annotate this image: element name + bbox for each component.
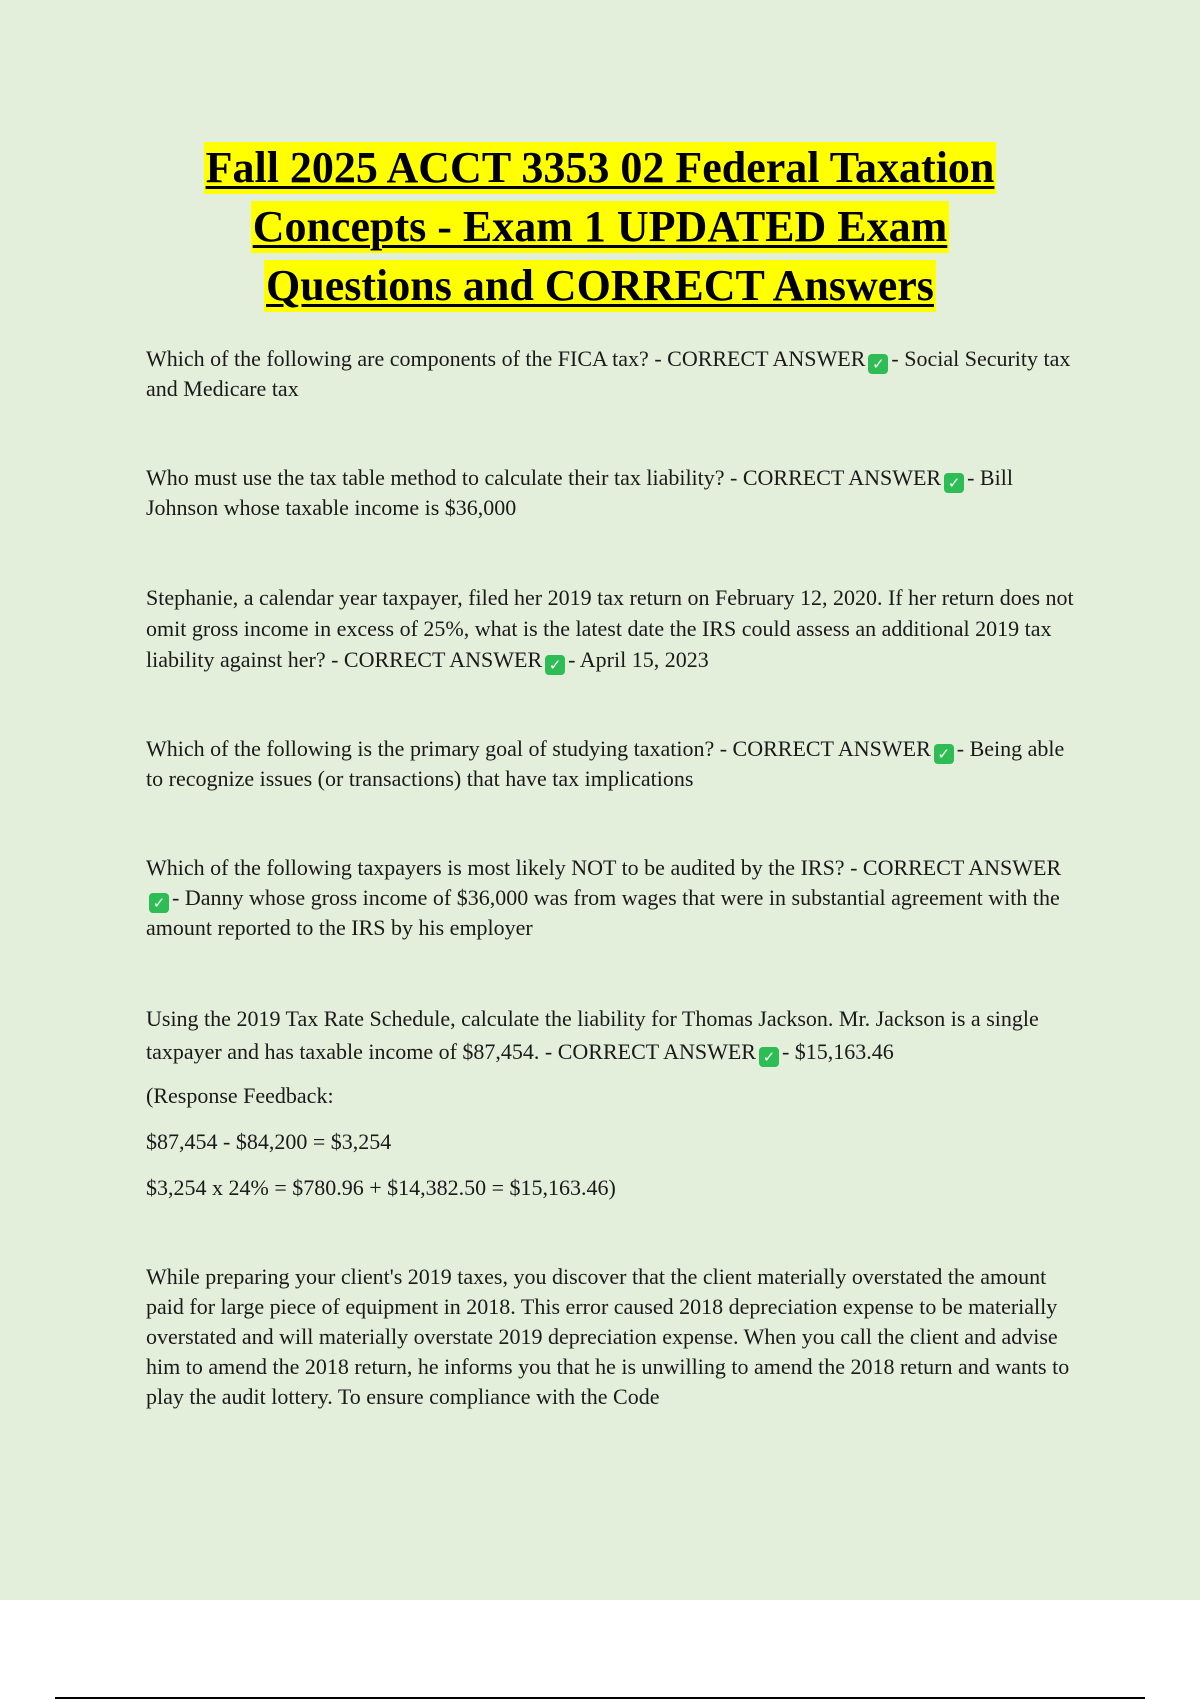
qa-item	[146, 853, 1084, 943]
answer-text: - Bill Johnson whose taxable income is $36,000	[146, 465, 1013, 520]
qa-item	[146, 582, 1084, 675]
page-divider	[55, 1697, 1145, 1699]
qa-item	[146, 1262, 1084, 1412]
question-text: Who must use the tax table method to calculate their tax liability? - CORRECT ANSWER	[146, 465, 942, 490]
answer-text: - $15,163.46	[781, 1039, 894, 1064]
feedback-line: (Response Feedback:	[146, 1083, 334, 1108]
title-line-1: Fall 2025 ACCT 3353 02 Federal Taxation	[205, 143, 995, 192]
qa-item	[146, 1002, 1084, 1203]
check-mark-icon: ✓	[545, 655, 565, 675]
check-mark-icon: ✓	[934, 744, 954, 764]
question-paragraph	[146, 1002, 1084, 1068]
check-mark-icon: ✓	[944, 473, 964, 493]
answer-text: - April 15, 2023	[568, 647, 709, 672]
document-title	[100, 142, 1100, 319]
answer-text: - Social Security tax and Medicare tax	[146, 346, 1071, 401]
question-text: While preparing your client's 2019 taxes, you discover that the client materially overstated the amount paid for large piece of equipment in 2018. This error caused 2018 depreciation expense to be materially overstated and will materially overstate 2019 depreciation expense. When you call the client and advise him to amend the 2018 return, he informs you that he is unwilling to amend the 2018 return and wants to play the audit lottery. To ensure compliance with the Code	[146, 1264, 1070, 1409]
check-mark-icon: ✓	[149, 893, 169, 913]
answer-text: - Danny whose gross income of $36,000 was from wages that were in substantial agreement with the amount reported to the IRS by his employer	[146, 885, 1060, 940]
check-mark-icon: ✓	[759, 1047, 779, 1067]
title-line-2: Concepts - Exam 1 UPDATED Exam	[252, 202, 948, 251]
answer-text: - Being able to recognize issues (or transactions) that have tax implications	[146, 736, 1065, 791]
feedback-line: $3,254 x 24% = $780.96 + $14,382.50 = $15,163.46)	[146, 1175, 616, 1200]
question-text: Stephanie, a calendar year taxpayer, filed her 2019 tax return on February 12, 2020. If her return does not omit gross income in excess of 25%, what is the latest date the IRS could assess an additional 2019 tax liability against her? - CORRECT ANSWER	[146, 585, 1074, 672]
question-text: Using the 2019 Tax Rate Schedule, calculate the liability for Thomas Jackson. Mr. Jackson is a single taxpayer and has taxable income of $87,454. - CORRECT ANSWER	[146, 1006, 1039, 1064]
qa-item	[146, 344, 1084, 404]
qa-item	[146, 463, 1084, 523]
check-mark-icon: ✓	[868, 354, 888, 374]
question-text: Which of the following is the primary goal of studying taxation? - CORRECT ANSWER	[146, 736, 931, 761]
question-text: Which of the following taxpayers is most likely NOT to be audited by the IRS? - CORRECT ANSWER	[146, 855, 1062, 880]
qa-list	[146, 344, 1084, 1412]
title-line-3: Questions and CORRECT Answers	[266, 261, 934, 310]
question-text: Which of the following are components of the FICA tax? - CORRECT ANSWER	[146, 346, 866, 371]
feedback-line: $87,454 - $84,200 = $3,254	[146, 1129, 392, 1154]
qa-item	[146, 734, 1084, 794]
